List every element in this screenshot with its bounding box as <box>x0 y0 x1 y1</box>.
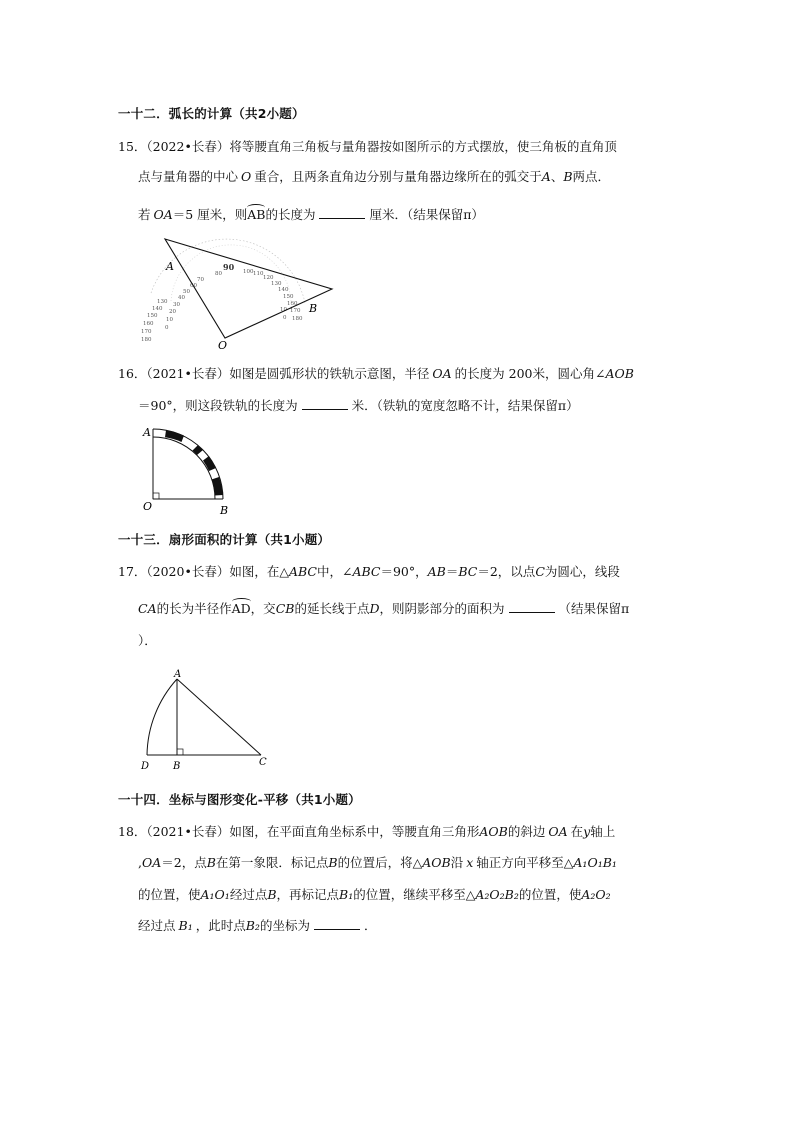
svg-text:80: 80 <box>215 271 222 277</box>
q17-line-3: ）． <box>138 633 157 648</box>
protractor-90-label: 90 <box>223 262 235 272</box>
answer-blank-16 <box>302 398 348 410</box>
label-a: A <box>166 260 174 273</box>
svg-text:40: 40 <box>178 295 185 301</box>
svg-text:160: 160 <box>143 321 154 327</box>
label-a: A <box>143 426 151 439</box>
answer-blank-17 <box>509 601 555 613</box>
svg-text:30: 30 <box>173 302 180 308</box>
svg-text:110: 110 <box>253 271 264 277</box>
arc-ad: AD <box>231 601 251 616</box>
label-a: A <box>174 669 182 680</box>
label-o: O <box>218 339 228 352</box>
q17-line-2: CA的长为半径作AD，交CB的延长线于点D，则阴影部分的面积为 （结果保留π <box>138 601 630 616</box>
svg-text:60: 60 <box>190 283 197 289</box>
svg-text:70: 70 <box>197 277 204 283</box>
svg-text:0: 0 <box>165 325 169 331</box>
svg-text:20: 20 <box>169 309 176 315</box>
svg-text:100: 100 <box>243 269 254 275</box>
svg-text:160: 160 <box>287 301 298 307</box>
label-b: B <box>309 302 318 315</box>
section-heading-12: 一十二．弧长的计算（共2小题） <box>118 106 305 121</box>
section-heading-13: 一十三．扇形面积的计算（共1小题） <box>118 532 331 547</box>
label-b: B <box>173 761 181 772</box>
q17-line-1: 17．（2020•长春）如图，在△ABC中，∠ABC＝90°，AB＝BC＝2，以点C为圆心，线段 <box>118 564 620 579</box>
svg-text:120: 120 <box>263 275 274 281</box>
svg-text:180: 180 <box>292 316 303 322</box>
svg-text:170: 170 <box>290 308 301 314</box>
railway-figure <box>140 424 250 519</box>
label-o: O <box>143 500 153 513</box>
svg-text:130: 130 <box>271 281 282 287</box>
q16-line-1: 16．（2021•长春）如图是圆弧形状的铁轨示意图，半径 OA 的长度为 200米，圆心角∠AOB <box>118 366 634 381</box>
q16-source: （2021•长春） <box>146 366 230 381</box>
q16-number: 16． <box>118 366 147 381</box>
q18-line-1: 18．（2021•长春）如图，在平面直角坐标系中，等腰直角三角形AOB的斜边 OA 在y轴上 <box>118 824 616 839</box>
q15-line-3: 若 OA＝5 厘米，则AB的长度为 厘米．（结果保留π） <box>138 207 484 222</box>
answer-blank-18 <box>314 918 360 930</box>
label-c: C <box>259 757 267 768</box>
svg-text:140: 140 <box>278 287 289 293</box>
q15-line-2: 点与量角器的中心 O 重合，且两条直角边分别与量角器边缘所在的弧交于A、B两点． <box>138 169 611 184</box>
svg-text:130: 130 <box>157 299 168 305</box>
q17-number: 17． <box>118 564 147 579</box>
svg-text:170: 170 <box>141 329 152 335</box>
q17-source: （2020•长春） <box>146 564 230 579</box>
q15-number: 15． <box>118 139 147 154</box>
svg-text:150: 150 <box>147 313 158 319</box>
svg-text:180: 180 <box>141 337 152 343</box>
q18-line-4: 经过点 B₁ ，此时点B₂的坐标为 ． <box>138 918 377 933</box>
protractor-figure <box>135 233 355 352</box>
section-heading-14: 一十四．坐标与图形变化-平移（共1小题） <box>118 792 361 807</box>
sector-figure <box>135 667 275 777</box>
q16-line-2: ＝90°，则这段铁轨的长度为 米．（铁轨的宽度忽略不计，结果保留π） <box>138 398 579 413</box>
svg-text:10: 10 <box>166 317 173 323</box>
svg-text:10: 10 <box>280 307 287 313</box>
q18-line-3: 的位置，使A₁O₁经过点B，再标记点B₁的位置，继续平移至△A₂O₂B₂的位置，使A₂O₂ <box>138 887 611 902</box>
svg-text:0: 0 <box>283 315 287 321</box>
q18-source: （2021•长春） <box>146 824 230 839</box>
label-d: D <box>141 761 150 772</box>
svg-text:150: 150 <box>283 294 294 300</box>
label-b: B <box>220 504 229 517</box>
q18-number: 18． <box>118 824 147 839</box>
q15-line-1: 15．（2022•长春）将等腰直角三角板与量角器按如图所示的方式摆放，使三角板的直角顶 <box>118 139 617 154</box>
answer-blank-15 <box>319 207 365 219</box>
svg-text:50: 50 <box>183 289 190 295</box>
q18-line-2: ,OA＝2，点B在第一象限．标记点B的位置后，将△AOB沿 x 轴正方向平移至△A₁O₁B₁ <box>138 855 617 870</box>
svg-text:140: 140 <box>152 306 163 312</box>
q15-source: （2022•长春） <box>146 139 230 154</box>
arc-ab: AB <box>247 207 266 222</box>
